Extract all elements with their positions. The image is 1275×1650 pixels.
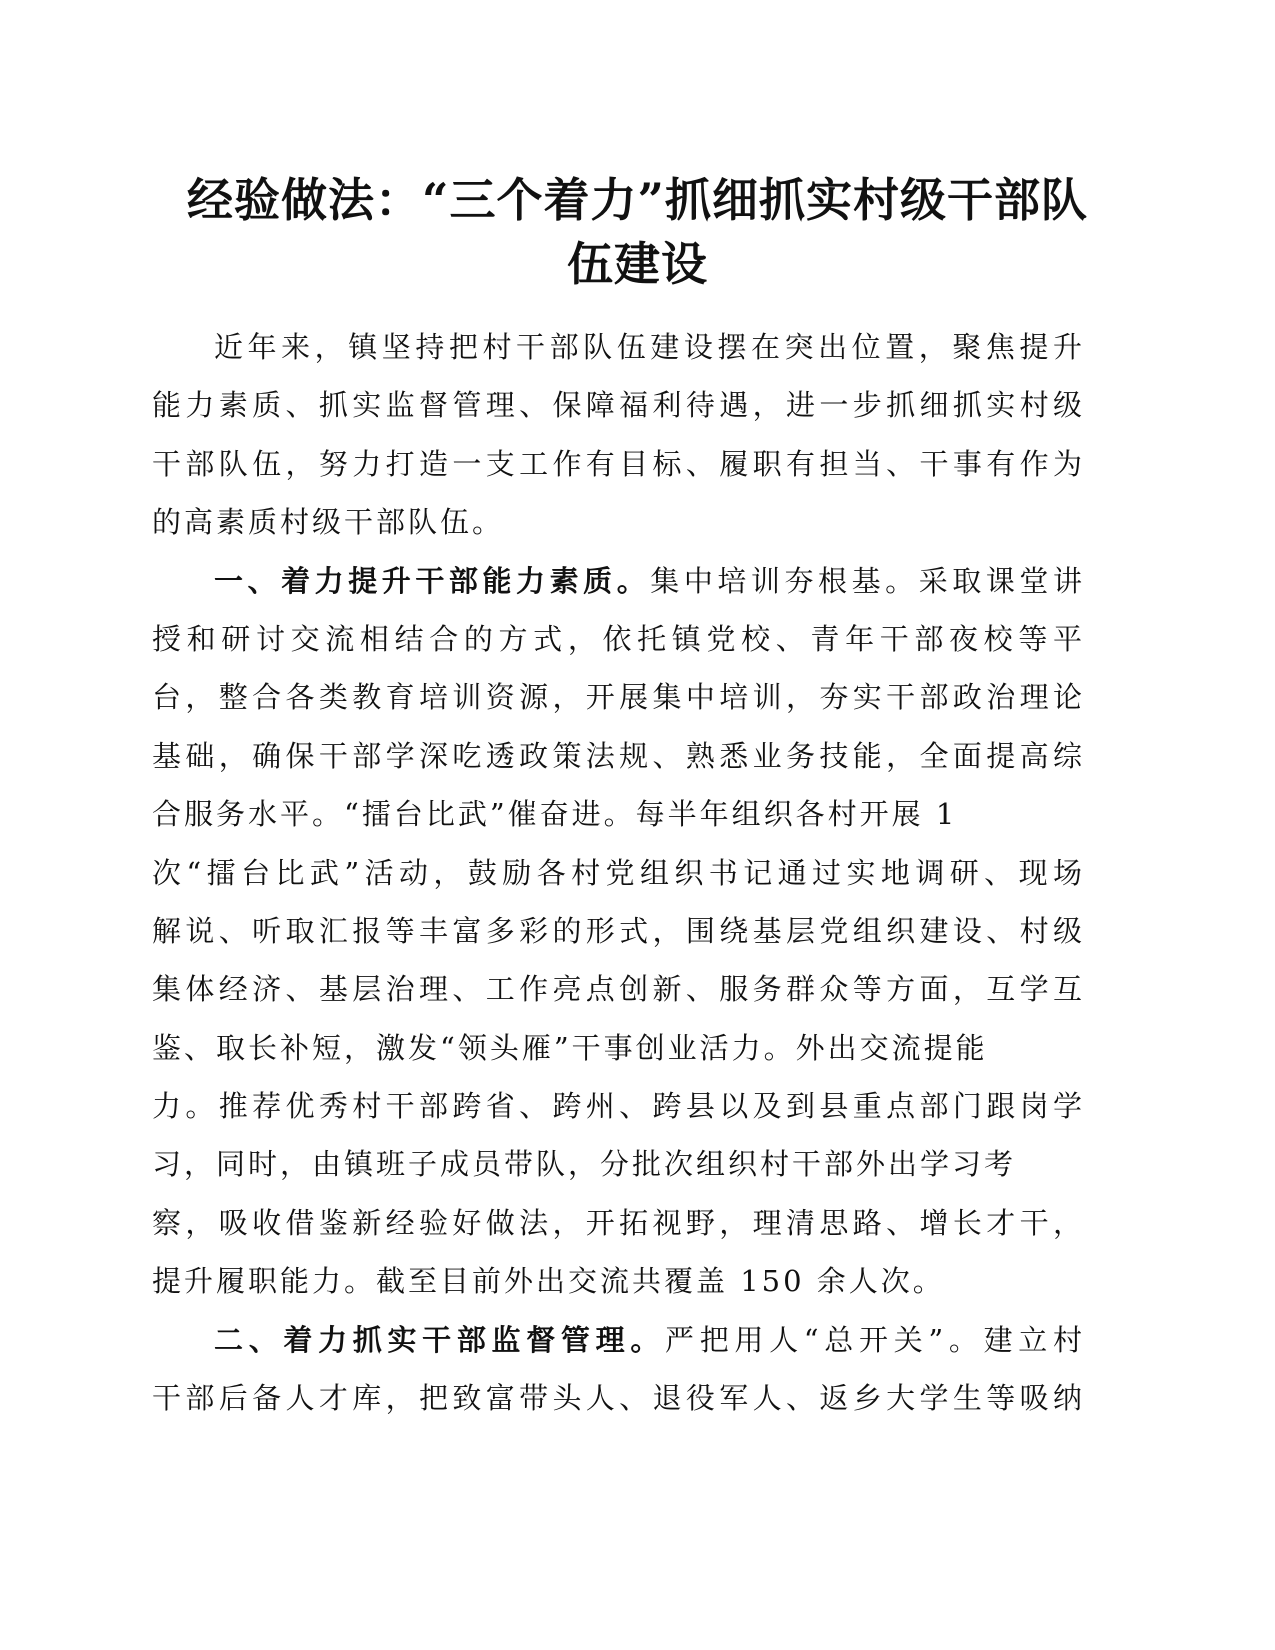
document-body — [152, 318, 1082, 1427]
paragraph-line: 合服务水平。“擂台比武”催奋进。每半年组织各村开展 1 — [152, 797, 958, 832]
paragraph-text: 严把用人“总开关”。建立村 — [665, 1322, 1082, 1357]
paragraph-line: 干部队伍，努力打造一支工作有目标、履职有担当、干事有作为 — [152, 446, 1082, 481]
title-line-2: 伍建设 — [567, 237, 708, 291]
paragraph-line: 台，整合各类教育培训资源，开展集中培训，夯实干部政治理论 — [152, 680, 1082, 715]
paragraph-line: 提升履职能力。截至目前外出交流共覆盖 150 余人次。 — [152, 1264, 945, 1299]
paragraph-line: 集体经济、基层治理、工作亮点创新、服务群众等方面，互学互 — [152, 972, 1082, 1007]
paragraph-section-1 — [152, 552, 1082, 1311]
paragraph-line: 的高素质村级干部队伍。 — [152, 505, 505, 540]
title-line-1: 经验做法：“三个着力”抓细抓实村级干部队 — [187, 173, 1088, 227]
section-heading: 一、着力提升干部能力素质。 — [214, 563, 651, 598]
paragraph-line: 授和研讨交流相结合的方式，依托镇党校、青年干部夜校等平 — [152, 621, 1082, 656]
paragraph-section-2 — [152, 1311, 1082, 1428]
paragraph-intro — [152, 318, 1082, 552]
paragraph-line — [152, 1311, 1082, 1369]
paragraph-line: 鉴、取长补短，激发“领头雁”干事创业活力。外出交流提能 — [152, 1030, 988, 1065]
paragraph-line: 基础，确保干部学深吃透政策法规、熟悉业务技能，全面提高综 — [152, 738, 1082, 773]
paragraph-line: 力。推荐优秀村干部跨省、跨州、跨县以及到县重点部门跟岗学 — [152, 1089, 1082, 1124]
document-title — [150, 168, 1125, 296]
paragraph-line: 干部后备人才库，把致富带头人、退役军人、返乡大学生等吸纳 — [152, 1381, 1082, 1416]
paragraph-line: 察，吸收借鉴新经验好做法，开拓视野，理清思路、增长才干， — [152, 1205, 1082, 1240]
paragraph-line: 能力素质、抓实监督管理、保障福利待遇，进一步抓细抓实村级 — [152, 388, 1082, 423]
section-heading: 二、着力抓实干部监督管理。 — [214, 1322, 666, 1357]
paragraph-line — [152, 552, 1082, 610]
paragraph-text: 集中培训夯根基。采取课堂讲 — [650, 563, 1082, 598]
paragraph-line: 解说、听取汇报等丰富多彩的形式，围绕基层党组织建设、村级 — [152, 913, 1082, 948]
paragraph-line: 次“擂台比武”活动，鼓励各村党组织书记通过实地调研、现场 — [152, 855, 1082, 890]
paragraph-line: 近年来，镇坚持把村干部队伍建设摆在突出位置，聚焦提升 — [214, 330, 1082, 364]
paragraph-line: 习，同时，由镇班子成员带队，分批次组织村干部外出学习考 — [152, 1147, 1017, 1182]
